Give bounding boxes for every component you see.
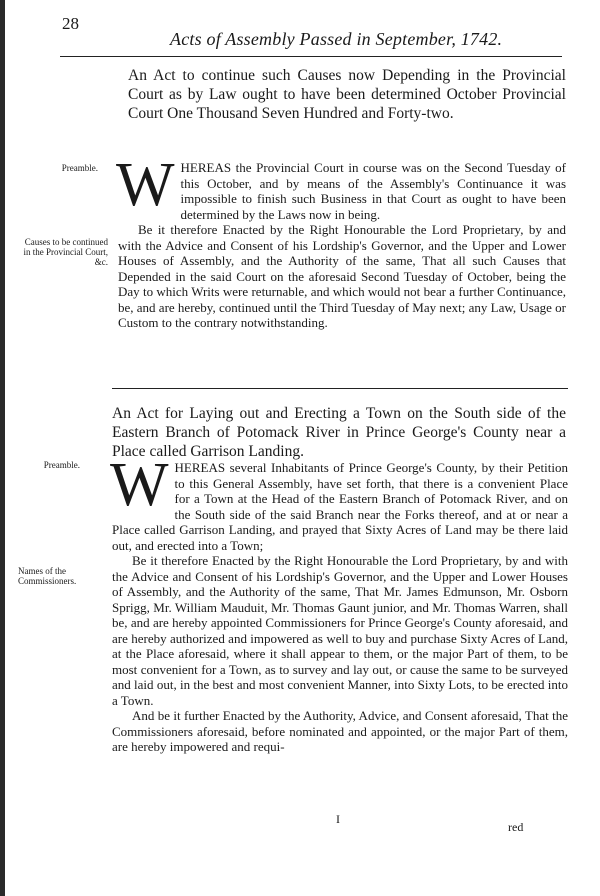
act1-title-text: An Act to continue such Causes now Depending in the Provincial Court as by Law ought to have been determined October Provincial Court One Thousand Seven Hundred and Forty-two. <box>128 67 566 122</box>
act1-paragraph-1 <box>116 151 566 222</box>
act1-para2-text: Be it therefore Enacted by the Right Honourable the Lord Proprietary, by and with the Advice and Consent of his Lordship's Governor, and the Upper and Lower Houses of Assembly, and the Authority of the same, That all such Causes that Depended in the said Court on the aforesaid Second Tuesday of October, being the Day to which Writs were returnable, and which would not bear a further Continuance, be, and are hereby, continued until the Third Tuesday of May next; any Law, Usage or Custom to the contrary notwithstanding. <box>118 222 566 330</box>
act2-para2-text: Be it therefore Enacted by the Right Honourable the Lord Proprietary, by and with the Advice and Consent of his Lordship's Governor, and the Upper and Lower Houses of Assembly, and the Authority of the same, That Mr. James Edmunson, Mr. Osborn Sprigg, Mr. William Mauduit, Mr. Thomas Gaunt junior, and Mr. Thomas Warren, shall be, and are hereby appointed Commissioners for Prince George's County aforesaid, and are hereby authorized and impowered as well to buy and purchase Sixty Acres of Land, at the Place aforesaid, where it shall appear to them, or the major Part of them, to be most convenient for a Town, as to survey and lay out, or cause the same to be surveyed and laid out, in the best and most convenient Manner, into Sixty Lots, to be erected into a Town. <box>112 553 568 708</box>
page-edge-shadow <box>0 0 5 896</box>
running-header: Acts of Assembly Passed in September, 1742. <box>170 29 503 49</box>
act2-para3-text: And be it further Enacted by the Authority, Advice, and Consent aforesaid, That the Commissioners aforesaid, before nominated and appointed, or the major Part of them, are hereby impowered and requi- <box>112 708 568 754</box>
act1-margin-note: Causes to be continued in the Provincial Court, &c. <box>23 237 108 267</box>
signature-mark: I <box>336 812 340 826</box>
act2-margin-preamble: Preamble. <box>43 460 80 470</box>
act2-paragraph-3 <box>112 708 568 755</box>
act2-title <box>112 404 566 461</box>
act2-para1-text: HEREAS several Inhabitants of Prince George's County, by their Petition to this General Assembly, have set forth, that there is a convenient Place for a Town at the Head of the Eastern Branch of Potomack River, and on the South side of the said Branch near the Forks thereof, and at or near a Place called Garrison Landing, and prayed that Sixty Acres of Land may be there laid out, and erected into a Town; <box>112 460 568 553</box>
page-number: 28 <box>62 14 79 33</box>
act2-dropcap: W <box>110 451 169 519</box>
act2-margin-note: Names of the Commissioners. <box>18 566 77 586</box>
act1-dropcap: W <box>116 151 175 219</box>
act1-margin-preamble: Preamble. <box>61 163 98 173</box>
act2-paragraph-2 <box>112 553 568 708</box>
act2-title-text: An Act for Laying out and Erecting a Town on the South side of the Eastern Branch of Potomack River in Prince George's County near a Place called Garrison Landing. <box>112 405 566 460</box>
catchword: red <box>508 820 524 834</box>
act1-paragraph-2 <box>118 222 566 331</box>
act2-paragraph-1 <box>110 451 568 553</box>
header-rule <box>60 56 562 57</box>
act1-body <box>116 151 566 331</box>
act1-para1-text: HEREAS the Provincial Court in course was on the Second Tuesday of this October, and by means of the Assembly's Continuance it was impossible to finish such Business in that Court as ought to have been determined by the Laws now in being. <box>180 160 566 222</box>
act1-title <box>128 66 566 123</box>
act2-body <box>110 451 568 755</box>
act-divider-rule <box>112 388 568 389</box>
